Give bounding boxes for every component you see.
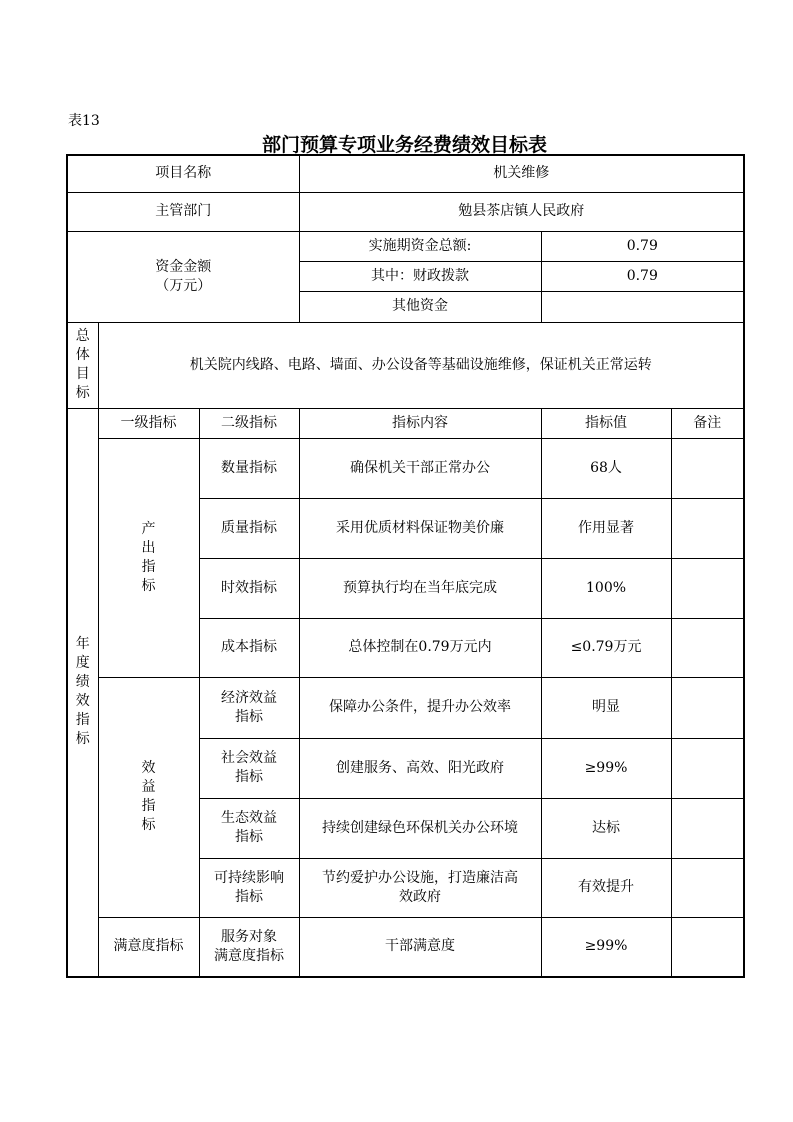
annual-label-char: 度	[75, 655, 90, 672]
table-row	[67, 917, 744, 977]
satisfaction-content: 干部满意度	[299, 917, 541, 977]
output-content: 确保机关干部正常办公	[299, 438, 541, 498]
benefit-value: 有效提升	[541, 858, 671, 917]
output-note	[671, 558, 744, 618]
header-level2: 二级指标	[199, 408, 299, 438]
benefit-level2-line1: 可持续影响	[214, 869, 284, 886]
output-label-char: 出	[141, 539, 156, 556]
goal-label-char: 总	[75, 328, 90, 344]
output-content: 总体控制在0.79万元内	[299, 618, 541, 677]
funds-label-line2: （万元）	[155, 277, 212, 294]
benefit-value: 达标	[541, 798, 671, 858]
funds-total-value: 0.79	[541, 231, 744, 261]
department-label: 主管部门	[67, 192, 299, 231]
output-level2: 成本指标	[199, 618, 299, 677]
overall-goal-label	[67, 322, 98, 408]
benefit-content-line1: 节约爱护办公设施，打造廉洁高	[322, 869, 519, 886]
header-note: 备注	[671, 408, 744, 438]
output-value: 100%	[541, 558, 671, 618]
table-number: 表13	[68, 113, 100, 129]
header-level1: 一级指标	[98, 408, 199, 438]
output-level2: 数量指标	[199, 438, 299, 498]
benefit-note	[671, 798, 744, 858]
output-note	[671, 498, 744, 558]
benefit-content	[299, 677, 541, 738]
project-name-value: 机关维修	[299, 155, 744, 192]
benefit-label-char: 益	[141, 779, 156, 795]
benefit-level2-line2: 指标	[235, 888, 263, 905]
benefit-level2-line1: 社会效益	[221, 750, 277, 766]
output-label-char: 产	[141, 520, 156, 537]
satisfaction-level1: 满意度指标	[98, 917, 199, 977]
output-note	[671, 618, 744, 677]
output-value: 68人	[541, 438, 671, 498]
funds-label-line1: 资金金额	[155, 258, 212, 275]
department-value: 勉县茶店镇人民政府	[299, 192, 744, 231]
benefit-level2-line2: 指标	[235, 829, 263, 845]
benefit-content	[299, 858, 541, 917]
benefit-level2-line2: 指标	[235, 708, 263, 725]
satisfaction-level2-line1: 服务对象	[221, 928, 277, 945]
benefit-content-line1: 持续创建绿色环保机关办公环境	[322, 819, 519, 836]
funds-other-label: 其他资金	[299, 291, 541, 322]
benefit-value: ≥99%	[541, 738, 671, 798]
output-note	[671, 438, 744, 498]
performance-target-table	[66, 154, 745, 978]
benefit-content-line1: 保障办公条件，提升办公效率	[329, 699, 512, 715]
table-row	[67, 677, 744, 738]
benefit-level2-line1: 生态效益	[221, 810, 277, 826]
benefit-level2-line2: 指标	[235, 769, 263, 785]
annual-label-char: 绩	[75, 674, 90, 691]
project-name-label: 项目名称	[67, 155, 299, 192]
output-indicator-label	[98, 438, 199, 677]
benefit-level2	[199, 738, 299, 798]
benefit-content	[299, 738, 541, 798]
overall-goal-row	[67, 322, 744, 408]
funds-label	[67, 231, 299, 322]
goal-label-char: 标	[75, 385, 90, 401]
benefit-level2	[199, 798, 299, 858]
output-content: 采用优质材料保证物美价廉	[299, 498, 541, 558]
benefit-indicator-label	[98, 677, 199, 917]
department-row	[67, 192, 744, 231]
overall-goal-text: 机关院内线路、电路、墙面、办公设备等基础设施维修，保证机关正常运转	[98, 322, 744, 408]
satisfaction-note	[671, 917, 744, 977]
funds-fiscal-value: 0.79	[541, 261, 744, 291]
satisfaction-level2-line2: 满意度指标	[214, 947, 284, 964]
output-value: ≤0.79万元	[541, 618, 671, 677]
annual-label-char: 年	[75, 636, 90, 653]
project-name-row	[67, 155, 744, 192]
benefit-note	[671, 858, 744, 917]
output-level2: 时效指标	[199, 558, 299, 618]
annual-label-char: 指	[75, 712, 90, 729]
output-content: 预算执行均在当年底完成	[299, 558, 541, 618]
benefit-level2	[199, 858, 299, 917]
benefit-note	[671, 738, 744, 798]
goal-label-char: 体	[75, 347, 90, 363]
table-row	[67, 438, 744, 498]
benefit-value: 明显	[541, 677, 671, 738]
output-value: 作用显著	[541, 498, 671, 558]
output-level2: 质量指标	[199, 498, 299, 558]
header-value: 指标值	[541, 408, 671, 438]
benefit-label-char: 标	[141, 817, 156, 833]
goal-label-char: 目	[75, 366, 90, 382]
funds-total-label: 实施期资金总额:	[299, 231, 541, 261]
document-title: 部门预算专项业务经费绩效目标表	[261, 134, 547, 156]
funds-other-value	[541, 291, 744, 322]
benefit-content-line2: 效政府	[399, 888, 442, 905]
output-label-char: 标	[141, 577, 156, 594]
benefit-level2-line1: 经济效益	[221, 689, 277, 706]
annual-indicator-label	[67, 408, 98, 977]
satisfaction-level2	[199, 917, 299, 977]
header-content: 指标内容	[299, 408, 541, 438]
output-label-char: 指	[141, 558, 156, 575]
benefit-content-line1: 创建服务、高效、阳光政府	[336, 759, 505, 776]
benefit-label-char: 指	[141, 798, 156, 814]
funds-fiscal-label: 其中：财政拨款	[299, 261, 541, 291]
benefit-level2	[199, 677, 299, 738]
annual-label-char: 标	[75, 731, 90, 748]
annual-label-char: 效	[75, 693, 90, 710]
satisfaction-value: ≥99%	[541, 917, 671, 977]
benefit-note	[671, 677, 744, 738]
benefit-content	[299, 798, 541, 858]
funds-total-row	[67, 231, 744, 261]
annual-header-row	[67, 408, 744, 438]
benefit-label-char: 效	[141, 760, 156, 776]
